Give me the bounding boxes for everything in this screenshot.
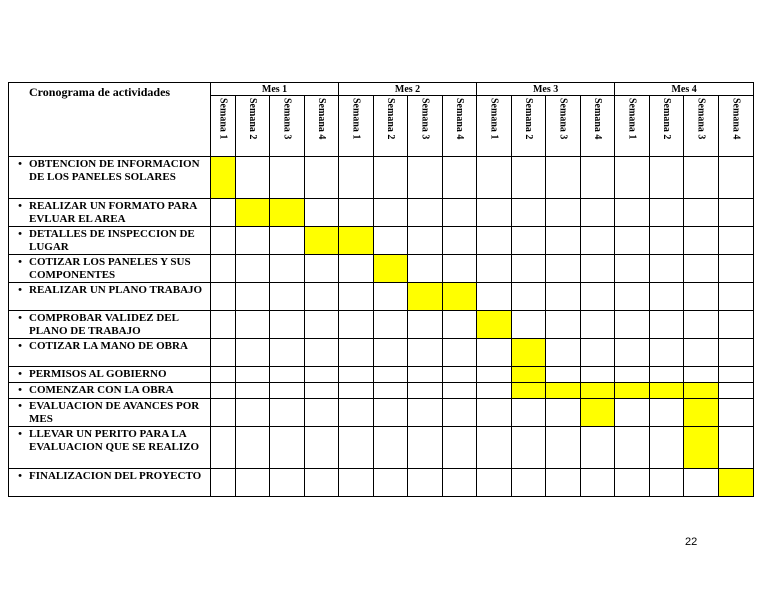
week-cell bbox=[270, 367, 305, 383]
scheduled-week-cell bbox=[408, 283, 443, 311]
week-cell bbox=[477, 339, 512, 367]
activity-cell bbox=[9, 199, 211, 227]
week-cell bbox=[339, 427, 374, 469]
week-cell bbox=[477, 383, 512, 399]
week-cell bbox=[650, 157, 684, 199]
week-cell bbox=[339, 339, 374, 367]
week-cell bbox=[270, 311, 305, 339]
week-cell bbox=[684, 339, 719, 367]
week-cell bbox=[546, 157, 581, 199]
week-cell bbox=[581, 311, 615, 339]
week-cell bbox=[339, 383, 374, 399]
week-cell bbox=[546, 399, 581, 427]
week-cell bbox=[650, 311, 684, 339]
week-cell bbox=[305, 469, 339, 497]
week-cell bbox=[211, 227, 236, 255]
week-cell bbox=[408, 227, 443, 255]
scheduled-week-cell bbox=[236, 199, 270, 227]
scheduled-week-cell bbox=[512, 339, 546, 367]
activity-label: OBTENCION DE INFORMACION DE LOS PANELES SOLARES bbox=[29, 158, 200, 183]
week-cell bbox=[236, 157, 270, 199]
activity-cell bbox=[9, 399, 211, 427]
week-header bbox=[546, 96, 581, 157]
week-cell bbox=[512, 469, 546, 497]
week-cell bbox=[477, 157, 512, 199]
week-cell bbox=[684, 367, 719, 383]
week-cell bbox=[650, 255, 684, 283]
week-cell bbox=[443, 427, 477, 469]
activity-label: COMENZAR CON LA OBRA bbox=[29, 384, 174, 396]
week-label: Semana 2 bbox=[385, 98, 397, 140]
week-cell bbox=[408, 399, 443, 427]
week-cell bbox=[374, 311, 408, 339]
bullet-icon: • bbox=[18, 384, 22, 396]
week-cell bbox=[650, 283, 684, 311]
week-cell bbox=[211, 283, 236, 311]
week-cell bbox=[719, 311, 754, 339]
activity-row bbox=[9, 157, 754, 199]
week-cell bbox=[615, 339, 650, 367]
activity-row bbox=[9, 469, 754, 497]
week-cell bbox=[684, 227, 719, 255]
week-label: Semana 1 bbox=[626, 98, 638, 140]
week-label: Semana 4 bbox=[730, 98, 742, 140]
week-cell bbox=[477, 255, 512, 283]
week-header bbox=[719, 96, 754, 157]
week-cell bbox=[719, 383, 754, 399]
activity-cell bbox=[9, 157, 211, 199]
week-cell bbox=[305, 311, 339, 339]
week-cell bbox=[270, 399, 305, 427]
activity-label: COMPROBAR VALIDEZ DEL PLANO DE TRABAJO bbox=[29, 312, 179, 337]
week-cell bbox=[443, 199, 477, 227]
week-header bbox=[211, 96, 236, 157]
activity-cell bbox=[9, 255, 211, 283]
scheduled-week-cell bbox=[615, 383, 650, 399]
week-cell bbox=[270, 339, 305, 367]
week-cell bbox=[270, 427, 305, 469]
week-cell bbox=[615, 427, 650, 469]
week-cell bbox=[305, 157, 339, 199]
week-cell bbox=[546, 283, 581, 311]
week-cell bbox=[374, 367, 408, 383]
week-cell bbox=[339, 255, 374, 283]
week-cell bbox=[615, 283, 650, 311]
week-label: Semana 1 bbox=[217, 98, 229, 140]
scheduled-week-cell bbox=[270, 199, 305, 227]
week-cell bbox=[374, 399, 408, 427]
week-cell bbox=[684, 255, 719, 283]
week-label: Semana 4 bbox=[592, 98, 604, 140]
scheduled-week-cell bbox=[477, 311, 512, 339]
week-cell bbox=[270, 255, 305, 283]
week-cell bbox=[339, 199, 374, 227]
week-cell bbox=[374, 469, 408, 497]
week-cell bbox=[408, 255, 443, 283]
week-cell bbox=[408, 199, 443, 227]
week-cell bbox=[211, 339, 236, 367]
week-cell bbox=[339, 399, 374, 427]
week-label: Semana 1 bbox=[488, 98, 500, 140]
week-cell bbox=[546, 255, 581, 283]
activity-cell bbox=[9, 227, 211, 255]
week-cell bbox=[581, 367, 615, 383]
bullet-icon: • bbox=[18, 368, 22, 380]
week-cell bbox=[211, 311, 236, 339]
activity-row bbox=[9, 227, 754, 255]
week-header bbox=[236, 96, 270, 157]
week-cell bbox=[408, 367, 443, 383]
week-cell bbox=[374, 383, 408, 399]
week-cell bbox=[512, 199, 546, 227]
week-cell bbox=[546, 227, 581, 255]
week-cell bbox=[305, 367, 339, 383]
week-cell bbox=[443, 339, 477, 367]
activity-cell bbox=[9, 283, 211, 311]
scheduled-week-cell bbox=[546, 383, 581, 399]
week-cell bbox=[615, 367, 650, 383]
week-label: Semana 2 bbox=[523, 98, 535, 140]
activity-label: REALIZAR UN PLANO TRABAJO bbox=[29, 284, 203, 296]
week-label: Semana 3 bbox=[281, 98, 293, 140]
week-cell bbox=[477, 367, 512, 383]
week-label: Semana 2 bbox=[247, 98, 258, 140]
week-cell bbox=[650, 399, 684, 427]
week-cell bbox=[512, 157, 546, 199]
activity-label: COTIZAR LA MANO DE OBRA bbox=[29, 340, 188, 352]
bullet-icon: • bbox=[18, 470, 22, 482]
week-cell bbox=[236, 427, 270, 469]
activity-label: REALIZAR UN FORMATO PARA EVLUAR EL AREA bbox=[29, 200, 197, 225]
activity-cell bbox=[9, 339, 211, 367]
week-cell bbox=[443, 311, 477, 339]
month-header: Mes 2 bbox=[339, 83, 477, 96]
week-cell bbox=[270, 383, 305, 399]
week-cell bbox=[211, 255, 236, 283]
week-label: Semana 4 bbox=[454, 98, 466, 140]
activity-cell bbox=[9, 469, 211, 497]
month-header: Mes 4 bbox=[615, 83, 754, 96]
activity-cell bbox=[9, 427, 211, 469]
week-cell bbox=[719, 399, 754, 427]
week-cell bbox=[443, 157, 477, 199]
week-cell bbox=[236, 469, 270, 497]
bullet-icon: • bbox=[18, 200, 22, 212]
week-cell bbox=[443, 383, 477, 399]
week-label: Semana 4 bbox=[316, 98, 328, 140]
week-cell bbox=[581, 469, 615, 497]
week-cell bbox=[719, 255, 754, 283]
week-cell bbox=[650, 469, 684, 497]
week-header bbox=[581, 96, 615, 157]
page-number: 22 bbox=[685, 536, 698, 548]
week-cell bbox=[719, 199, 754, 227]
week-cell bbox=[408, 339, 443, 367]
activity-row bbox=[9, 339, 754, 367]
week-cell bbox=[546, 311, 581, 339]
week-cell bbox=[477, 427, 512, 469]
week-header bbox=[477, 96, 512, 157]
activity-row bbox=[9, 199, 754, 227]
scheduled-week-cell bbox=[339, 227, 374, 255]
week-cell bbox=[719, 283, 754, 311]
schedule-title: Cronograma de actividades bbox=[9, 83, 211, 157]
activity-row bbox=[9, 399, 754, 427]
week-cell bbox=[270, 283, 305, 311]
week-cell bbox=[339, 311, 374, 339]
week-cell bbox=[546, 469, 581, 497]
scheduled-week-cell bbox=[512, 383, 546, 399]
week-cell bbox=[650, 199, 684, 227]
week-label: Semana 1 bbox=[350, 98, 362, 140]
activity-label: FINALIZACION DEL PROYECTO bbox=[29, 470, 202, 482]
week-cell bbox=[270, 469, 305, 497]
week-cell bbox=[581, 157, 615, 199]
week-cell bbox=[236, 339, 270, 367]
activity-cell bbox=[9, 311, 211, 339]
scheduled-week-cell bbox=[443, 283, 477, 311]
week-cell bbox=[512, 427, 546, 469]
week-cell bbox=[684, 199, 719, 227]
week-cell bbox=[650, 367, 684, 383]
week-cell bbox=[374, 157, 408, 199]
week-header bbox=[270, 96, 305, 157]
scheduled-week-cell bbox=[305, 227, 339, 255]
week-cell bbox=[581, 339, 615, 367]
activity-label: EVALUACION DE AVANCES POR MES bbox=[29, 400, 200, 425]
bullet-icon: • bbox=[18, 158, 22, 170]
week-cell bbox=[477, 199, 512, 227]
scheduled-week-cell bbox=[650, 383, 684, 399]
activity-row bbox=[9, 383, 754, 399]
activity-cell bbox=[9, 367, 211, 383]
week-cell bbox=[581, 427, 615, 469]
week-cell bbox=[512, 255, 546, 283]
week-cell bbox=[719, 367, 754, 383]
week-cell bbox=[305, 399, 339, 427]
activity-row bbox=[9, 367, 754, 383]
week-cell bbox=[211, 199, 236, 227]
week-cell bbox=[615, 255, 650, 283]
week-cell bbox=[684, 283, 719, 311]
scheduled-week-cell bbox=[719, 469, 754, 497]
week-cell bbox=[615, 157, 650, 199]
week-cell bbox=[443, 469, 477, 497]
week-cell bbox=[615, 199, 650, 227]
scheduled-week-cell bbox=[684, 427, 719, 469]
bullet-icon: • bbox=[18, 428, 22, 440]
week-header bbox=[443, 96, 477, 157]
week-cell bbox=[339, 157, 374, 199]
week-header bbox=[684, 96, 719, 157]
week-cell bbox=[374, 339, 408, 367]
week-cell bbox=[719, 427, 754, 469]
week-cell bbox=[719, 157, 754, 199]
week-cell bbox=[615, 311, 650, 339]
week-header bbox=[408, 96, 443, 157]
week-cell bbox=[581, 283, 615, 311]
week-header bbox=[339, 96, 374, 157]
week-cell bbox=[477, 227, 512, 255]
week-cell bbox=[408, 427, 443, 469]
week-cell bbox=[236, 311, 270, 339]
week-cell bbox=[374, 427, 408, 469]
week-cell bbox=[719, 339, 754, 367]
bullet-icon: • bbox=[18, 256, 22, 268]
week-cell bbox=[477, 399, 512, 427]
bullet-icon: • bbox=[18, 284, 22, 296]
week-cell bbox=[650, 227, 684, 255]
activity-row bbox=[9, 311, 754, 339]
week-cell bbox=[305, 255, 339, 283]
scheduled-week-cell bbox=[581, 399, 615, 427]
month-header: Mes 1 bbox=[211, 83, 339, 96]
activity-label: COTIZAR LOS PANELES Y SUS COMPONENTES bbox=[29, 256, 191, 281]
week-cell bbox=[236, 283, 270, 311]
week-cell bbox=[477, 283, 512, 311]
week-cell bbox=[408, 311, 443, 339]
week-header bbox=[374, 96, 408, 157]
week-cell bbox=[546, 427, 581, 469]
week-cell bbox=[581, 199, 615, 227]
week-cell bbox=[211, 427, 236, 469]
week-cell bbox=[650, 427, 684, 469]
bullet-icon: • bbox=[18, 228, 22, 240]
week-cell bbox=[339, 367, 374, 383]
week-cell bbox=[236, 399, 270, 427]
bullet-icon: • bbox=[18, 340, 22, 352]
week-cell bbox=[512, 227, 546, 255]
bullet-icon: • bbox=[18, 400, 22, 412]
activity-row bbox=[9, 427, 754, 469]
week-cell bbox=[408, 469, 443, 497]
week-cell bbox=[374, 199, 408, 227]
week-cell bbox=[211, 383, 236, 399]
week-cell bbox=[305, 283, 339, 311]
week-cell bbox=[305, 199, 339, 227]
scheduled-week-cell bbox=[684, 383, 719, 399]
week-cell bbox=[546, 339, 581, 367]
week-header bbox=[650, 96, 684, 157]
week-cell bbox=[408, 157, 443, 199]
week-cell bbox=[546, 199, 581, 227]
week-label: Semana 3 bbox=[557, 98, 569, 140]
week-header bbox=[512, 96, 546, 157]
week-cell bbox=[650, 339, 684, 367]
week-header bbox=[615, 96, 650, 157]
week-cell bbox=[443, 227, 477, 255]
week-cell bbox=[211, 469, 236, 497]
week-cell bbox=[477, 469, 512, 497]
month-header: Mes 3 bbox=[477, 83, 615, 96]
week-cell bbox=[512, 311, 546, 339]
activity-row bbox=[9, 283, 754, 311]
week-cell bbox=[615, 227, 650, 255]
week-cell bbox=[236, 383, 270, 399]
week-cell bbox=[581, 227, 615, 255]
week-cell bbox=[581, 255, 615, 283]
week-cell bbox=[374, 227, 408, 255]
activity-label: PERMISOS AL GOBIERNO bbox=[29, 368, 167, 380]
week-label: Semana 3 bbox=[695, 98, 707, 140]
week-cell bbox=[339, 283, 374, 311]
week-header bbox=[305, 96, 339, 157]
scheduled-week-cell bbox=[684, 399, 719, 427]
week-cell bbox=[684, 469, 719, 497]
week-cell bbox=[236, 255, 270, 283]
activity-label: LLEVAR UN PERITO PARA LA EVALUACION QUE SE REALIZO bbox=[29, 428, 200, 453]
week-label: Semana 3 bbox=[419, 98, 431, 140]
week-cell bbox=[512, 283, 546, 311]
scheduled-week-cell bbox=[374, 255, 408, 283]
week-cell bbox=[719, 227, 754, 255]
week-cell bbox=[236, 367, 270, 383]
week-cell bbox=[270, 157, 305, 199]
week-cell bbox=[546, 367, 581, 383]
activity-label: DETALLES DE INSPECCION DE LUGAR bbox=[29, 228, 195, 253]
scheduled-week-cell bbox=[512, 367, 546, 383]
bullet-icon: • bbox=[18, 312, 22, 324]
week-cell bbox=[443, 367, 477, 383]
week-cell bbox=[443, 399, 477, 427]
week-cell bbox=[615, 469, 650, 497]
activity-cell bbox=[9, 383, 211, 399]
week-cell bbox=[305, 339, 339, 367]
week-cell bbox=[615, 399, 650, 427]
week-cell bbox=[305, 427, 339, 469]
activity-row bbox=[9, 255, 754, 283]
week-cell bbox=[236, 227, 270, 255]
scheduled-week-cell bbox=[211, 157, 236, 199]
week-cell bbox=[408, 383, 443, 399]
week-label: Semana 2 bbox=[661, 98, 673, 140]
week-cell bbox=[339, 469, 374, 497]
schedule-table bbox=[8, 82, 754, 497]
week-cell bbox=[270, 227, 305, 255]
week-cell bbox=[512, 399, 546, 427]
week-cell bbox=[211, 367, 236, 383]
week-cell bbox=[443, 255, 477, 283]
week-cell bbox=[684, 157, 719, 199]
week-cell bbox=[305, 383, 339, 399]
week-cell bbox=[211, 399, 236, 427]
week-cell bbox=[684, 311, 719, 339]
week-cell bbox=[374, 283, 408, 311]
scheduled-week-cell bbox=[581, 383, 615, 399]
